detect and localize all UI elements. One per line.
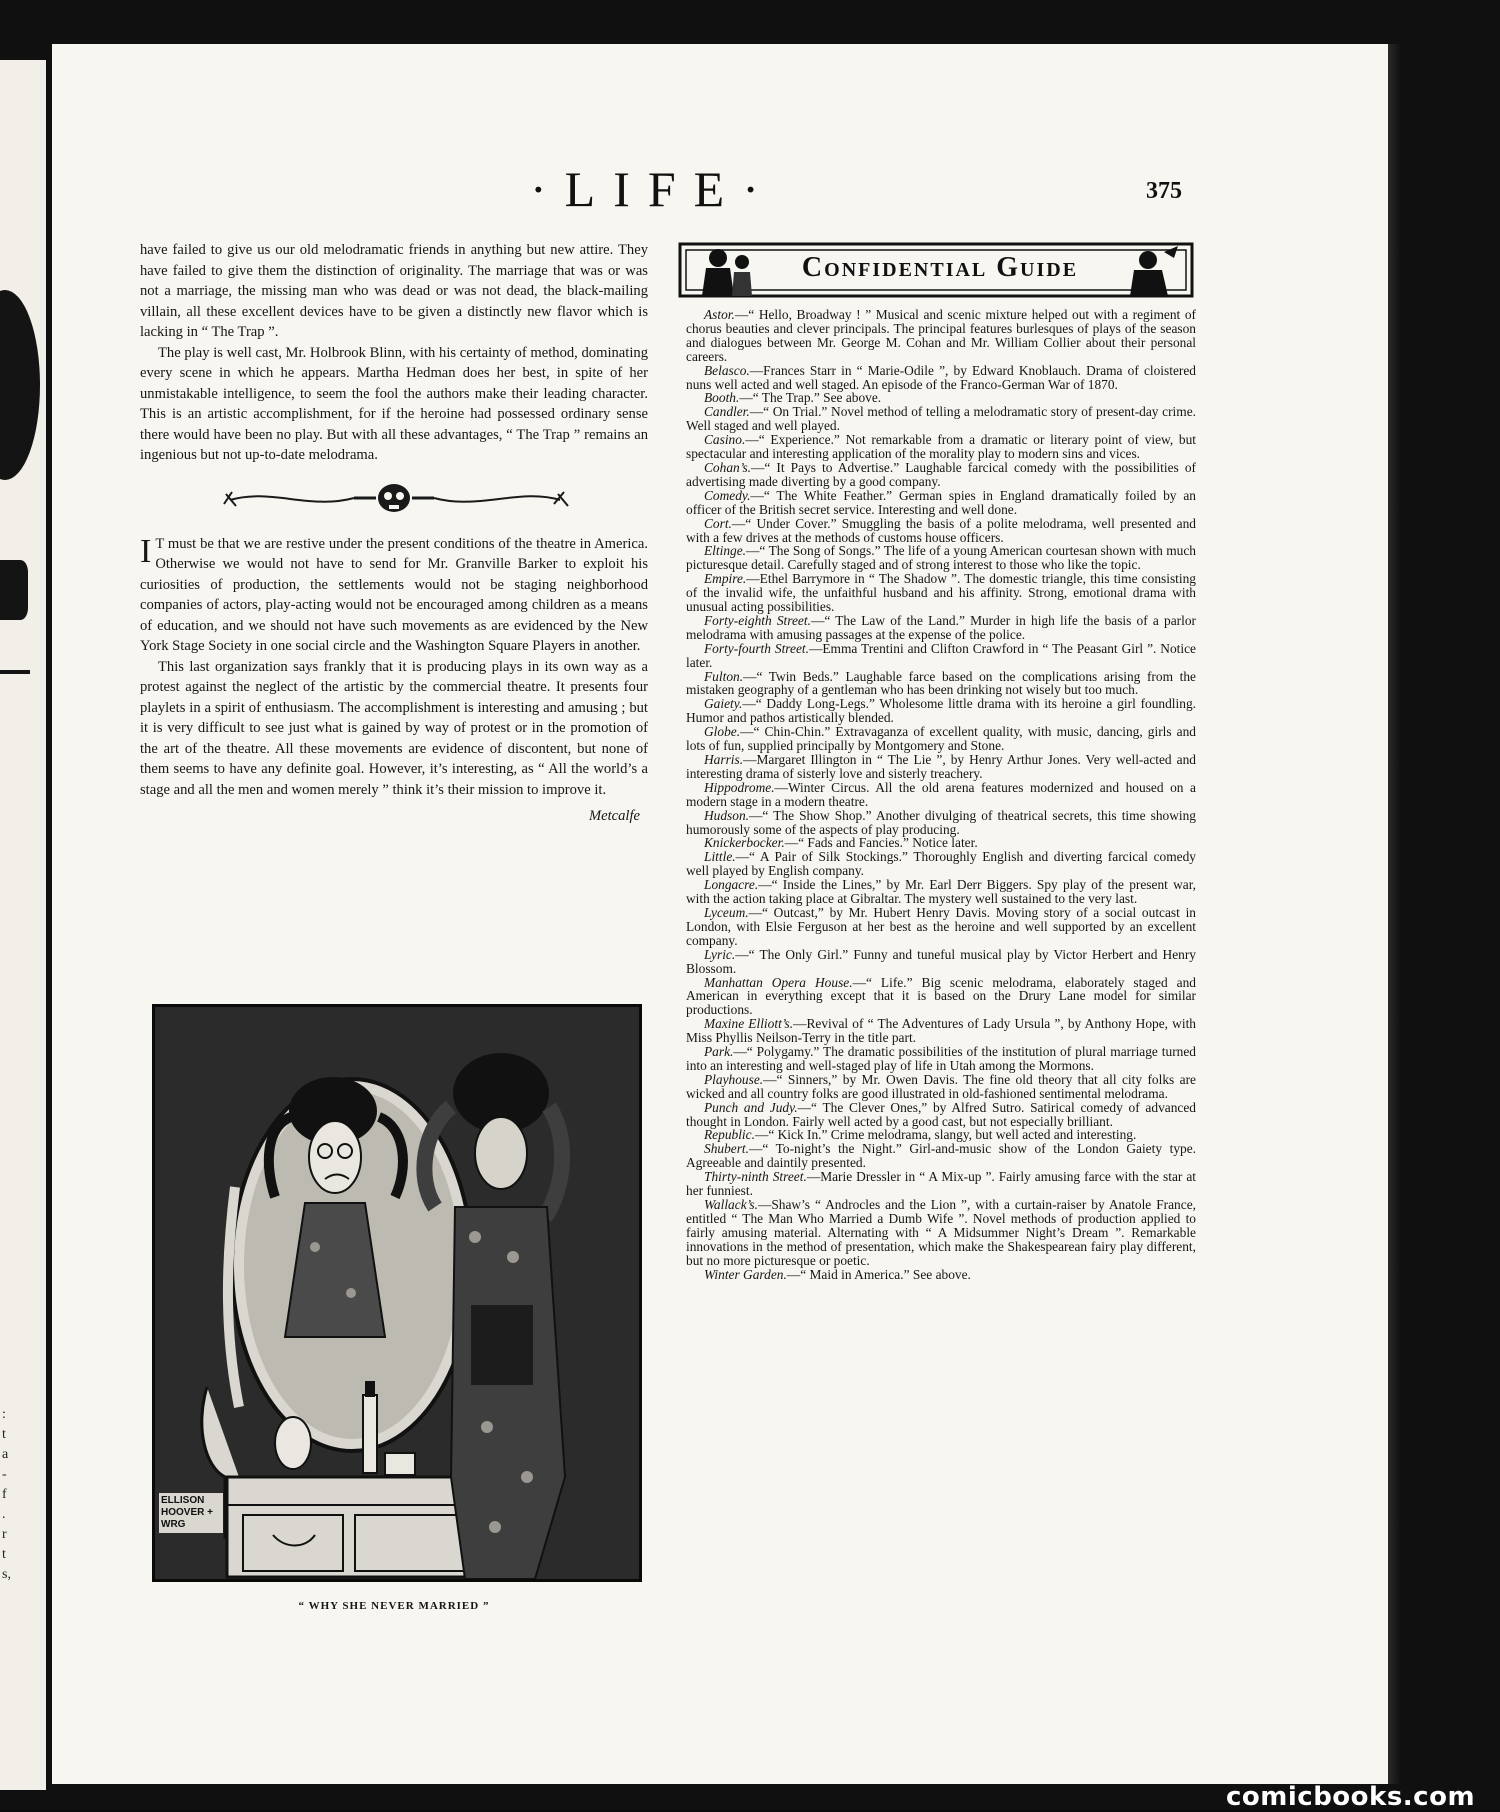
guide-entry-theatre: Manhattan Opera House. [704,974,853,990]
guide-entry-theatre: Belasco. [704,362,750,378]
confidential-guide-banner [678,238,1194,302]
guide-entry [686,670,1196,698]
adjacent-page-edge [0,60,46,1790]
skull-ornament-divider [140,482,648,516]
guide-entry [686,781,1196,809]
guide-entry-description: —“ Daddy Long-Legs.” Wholesome little drama with its heroine a girl foundling. Humor and pathos artistically blended. [686,696,1196,726]
guide-entry-theatre: Park. [704,1044,734,1060]
cartoon-caption: “ WHY SHE NEVER MARRIED ” [298,1600,490,1612]
review-paragraph: IT must be that we are restive under the present conditions of the theatre in America. Otherwise we would not have to send for Mr. Granville Barker to exploit his curiosities of production, the settlements would not be staging neighborhood companies of actors, play-acting would not be encouraged among children as a means of education, and we should not have such movements as are evidenced by the New York Stage Society in one social circle and the Washington Square Players in another. [140,532,648,654]
guide-entry-description: —Margaret Illington in “ The Lie ”, by Henry Arthur Jones. Very well-acted and interesting drama of sisterly love and sisterly treachery. [686,752,1196,781]
guide-entry [686,461,1196,489]
cartoon-artist-signature: ELLISON HOOVER + WRG [159,1493,223,1533]
guide-entry-theatre: Casino. [704,432,746,448]
guide-entry [686,1128,1196,1142]
guide-entry [686,809,1196,837]
guide-title: Confidential Guide [801,252,1079,283]
guide-entry-description: —“ Outcast,” by Mr. Hubert Henry Davis. Moving story of a social outcast in London, with Elsie Ferguson at her best as the heroine and well supported by an excellent company. [686,904,1196,948]
page-number: 375 [1146,178,1182,204]
guide-entry-theatre: Cort. [704,515,732,531]
guide-entry [686,906,1196,948]
guide-entry [686,1142,1196,1170]
guide-entry [686,1017,1196,1045]
review-column [140,240,648,827]
guide-entry-theatre: Cohan’s. [704,459,752,475]
guide-entry-description: —Shaw’s “ Androcles and the Lion ”, with a curtain-raiser by Anatole France, entitled “ The Man Who Married a Dumb Wife ”. Novel methods of production applied to fairly amusing material. Alternating with “ A Midsummer Night’s Dream ”. Remarkable innovations in the method of presentation, which make the Shakespearean fairy play different, but no more picturesque or poetic. [686,1197,1196,1268]
guide-entry [686,976,1196,1018]
guide-entry-theatre: Maxine Elliott’s. [704,1016,794,1032]
guide-entry-description: —“ It Pays to Advertise.” Laughable farcical comedy with the possibilities of advertising made diverting by a good company. [686,459,1196,489]
guide-entry [686,725,1196,753]
guide-entry-theatre: Shubert. [704,1141,750,1157]
guide-entry-description: —Marie Dressler in “ A Mix-up ”. Fairly amusing farce with the star at her funniest. [686,1169,1197,1199]
adjacent-page-rule [0,670,30,674]
guide-entry-description: —“ The Only Girl.” Funny and tuneful musical play by Victor Herbert and Henry Blossom. [686,946,1196,976]
guide-entry-theatre: Gaiety. [704,696,743,712]
guide-entry-description: —Frances Starr in “ Marie-Odile ”, by Edward Knoblauch. Drama of cloistered nuns well acted and well staged. An episode of the Franco-German War of 1870. [686,362,1196,392]
guide-entry-theatre: Winter Garden. [704,1266,787,1282]
guide-entry-description: —Winter Circus. All the old arena features modernized and housed on a modern stage in a modern theatre. [686,779,1196,809]
guide-entry [686,1073,1196,1101]
guide-entry-description: —Ethel Barrymore in “ The Shadow ”. The domestic triangle, this time consisting of the invalid wife, the unfaithful husband and his affinity. Strong, emotional drama with unusual acting possibilities. [686,571,1196,615]
guide-entry [686,572,1196,614]
guide-entry-theatre: Republic. [704,1127,755,1143]
guide-entry [686,308,1196,364]
guide-entry-theatre: Wallack’s. [704,1197,758,1212]
guide-entry-description: —“ Twin Beds.” Laughable farce based on the complications arising from the mistaken geography of a gentleman who has been drinking not wisely but too much. [686,668,1196,698]
guide-entry-theatre: Longacre. [704,877,759,893]
confidential-guide-list [686,308,1196,1281]
guide-entry-description: —“ Maid in America.” See above. [786,1266,971,1282]
guide-entry-theatre: Eltinge. [704,543,747,559]
guide-entry-description: —“ Polygamy.” The dramatic possibilities of the institution of plural marriage turned into an interesting and well-staged play of life in Utah among the Mormons. [686,1044,1196,1073]
guide-entry-description: —“ Life.” Big scenic melodrama, elaborately staged and American in everything except that it is based on the Drury Lane model for similar productions. [686,974,1196,1018]
guide-entry-theatre: Thirty-ninth Street. [704,1169,807,1185]
guide-entry-theatre: Globe. [704,724,741,740]
guide-entry [686,544,1196,572]
guide-entry [686,1045,1196,1073]
guide-entry [686,614,1196,642]
guide-entry-theatre: Candler. [704,404,750,420]
adjacent-page-ink-blot [0,290,40,480]
guide-entry [686,1170,1196,1198]
guide-entry-description: —Revival of “ The Adventures of Lady Ursula ”, by Anthony Hope, with Miss Phyllis Neilson-Terry in the title part. [686,1016,1196,1046]
guide-entry-description: —“ The Trap.” See above. [739,390,882,406]
guide-entry [686,517,1196,545]
guide-entry [686,697,1196,725]
guide-entry-theatre: Punch and Judy. [704,1099,798,1115]
review-paragraph: The play is well cast, Mr. Holbrook Blinn, with his certainty of method, dominating every scene in which he appears. Martha Hedman does her best, in spite of her unmistakable intelligence, to seem the fool the authors make their leading character. This is an artistic accomplishment, for if the heroine had possessed ordinary sense there would have been no play. But with all these advantages, “ The Trap ” remains an ingenious but not up-to-date melodrama. [140,344,648,463]
guide-entry [686,948,1196,976]
guide-entry-description: —“ A Pair of Silk Stockings.” Thoroughly English and diverting farcical comedy well played by English company. [686,849,1196,879]
site-watermark: comicbooks.com [1226,1782,1476,1812]
guide-entry-theatre: Astor. [704,307,735,322]
skull-ornament-icon [140,482,648,516]
guide-entry-description: —Emma Trentini and Clifton Crawford in “ The Peasant Girl ”. Notice later. [686,640,1196,670]
guide-entry-description: —“ On Trial.” Novel method of telling a melodramatic story of present-day crime. Well staged and well played. [686,404,1196,434]
guide-entry-description: —“ The White Feather.” German spies in England dramatically foiled by an officer of the British secret service. Interesting and well done. [686,487,1196,517]
guide-entry-description: —“ Under Cover.” Smuggling the basis of a polite melodrama, well presented and with a few drives at the methods of customs house officers. [686,515,1196,545]
guide-entry [686,836,1196,850]
guide-entry [686,1268,1196,1282]
guide-entry [686,642,1196,670]
guide-entry [686,878,1196,906]
guide-entry [686,364,1196,392]
review-paragraph: This last organization says frankly that it is producing plays in its own way as a protest against the neglect of the artistic by the commercial theatre. It presents four playlets in a spirit of enthusiasm. The accomplishment is interesting and amusing ; but it is very difficult to see just what is gained by way of protest or in the promotion of the art of the theatre. All these movements are evidence of discontent, but none of them seems to have any definite goal. However, it’s interesting, as “ All the world’s a stage and all the men and women merely ” think it’s their mission to improve it. [140,658,648,798]
guide-entry-theatre: Harris. [704,752,744,767]
guide-entry-description: —“ To-night’s the Night.” Girl-and-music show of the London Gaiety type. Agreeable and daintily presented. [686,1141,1196,1171]
guide-entry [686,1101,1196,1129]
guide-entry [686,489,1196,517]
page-edge-shadow [1388,44,1402,1784]
guide-entry-description: —“ Sinners,” by Mr. Owen Davis. The fine old theory that all city folks are wicked and all country folks are good illustrated in old-fashioned sentimental melodrama. [686,1071,1196,1101]
guide-entry-description: —“ Hello, Broadway ! ” Musical and scenic mixture helped out with a regiment of chorus beauties and clever principals. The principal features burlesques of plays of the season and dialogues between Mr. George M. Cohan and Mr. William Collier about their personal careers. [686,307,1196,364]
cartoon-drawing [155,1007,639,1579]
review-paragraph: have failed to give us our old melodramatic friends in anything but new attire. They have failed to give them the distinction of originality. The marriage that was or was not a marriage, the missing man who was dead or was not dead, the black-mailing villain, all these excellent devices have to be given a distinctly new flavor which is lacking in “ The Trap ”. [140,242,648,340]
guide-entry-theatre: Fulton. [704,668,744,684]
guide-entry-theatre: Forty-fourth Street. [704,640,809,656]
guide-entry-description: —“ The Law of the Land.” Murder in high life the basis of a parlor melodrama with amusing passages at the expense of the police. [686,612,1196,642]
guide-entry [686,391,1196,405]
guide-entry-theatre: Hudson. [704,807,750,823]
guide-entry-description: —“ The Clever Ones,” by Alfred Sutro. Satirical comedy of advanced thought in London. Fairly well acted by a good cast, but not especially brilliant. [686,1099,1196,1129]
adjacent-page-text-fragment: : t a - f . r t s, [2,1407,11,1582]
guide-entry [686,850,1196,878]
masthead-title: ·LIFE· [530,161,777,217]
guide-entry-description: —“ Chin-Chin.” Extravaganza of excellent quality, with music, dancing, girls and lots of fun, supplied principally by Montgomery and Stone. [686,724,1196,754]
guide-entry [686,753,1196,781]
guide-entry-theatre: Hippodrome. [704,779,775,795]
author-signature: Metcalfe [588,808,640,824]
guide-entry-theatre: Lyric. [704,946,736,962]
guide-entry [686,433,1196,461]
guide-entry-theatre: Playhouse. [704,1071,764,1087]
guide-entry-theatre: Booth. [704,390,740,406]
guide-entry-description: —“ The Show Shop.” Another divulging of theatrical secrets, this time showing humorously some of the aspects of play producing. [686,807,1196,837]
guide-entry-theatre: Lyceum. [704,904,749,920]
guide-entry-theatre: Knickerbocker. [704,835,785,851]
guide-entry [686,1198,1196,1268]
guide-entry-description: —“ Fads and Fancies.” Notice later. [784,835,978,851]
guide-entry-description: —“ Kick In.” Crime melodrama, slangy, but well acted and interesting. [754,1127,1137,1143]
guide-entry-theatre: Little. [704,849,736,865]
guide-entry-description: —“ Experience.” Not remarkable from a dramatic or literary point of view, but spectacular and interesting application of the morality play to modern sins and vices. [686,432,1196,462]
cartoon-illustration [152,1004,642,1582]
guide-entry-description: —“ The Song of Songs.” The life of a young American courtesan shown with much picturesque detail. Carefully staged and of strong interest to those who like the topic. [686,543,1196,573]
guide-entry [686,405,1196,433]
adjacent-page-ink-blot [0,560,28,620]
guide-entry-theatre: Empire. [704,571,747,587]
guide-entry-theatre: Comedy. [704,487,751,503]
guide-entry-theatre: Forty-eighth Street. [704,612,811,628]
guide-entry-description: —“ Inside the Lines,” by Mr. Earl Derr Biggers. Spy play of the present war, with the action taking place at Gibraltar. The mystery well sustained to the very last. [686,877,1196,907]
